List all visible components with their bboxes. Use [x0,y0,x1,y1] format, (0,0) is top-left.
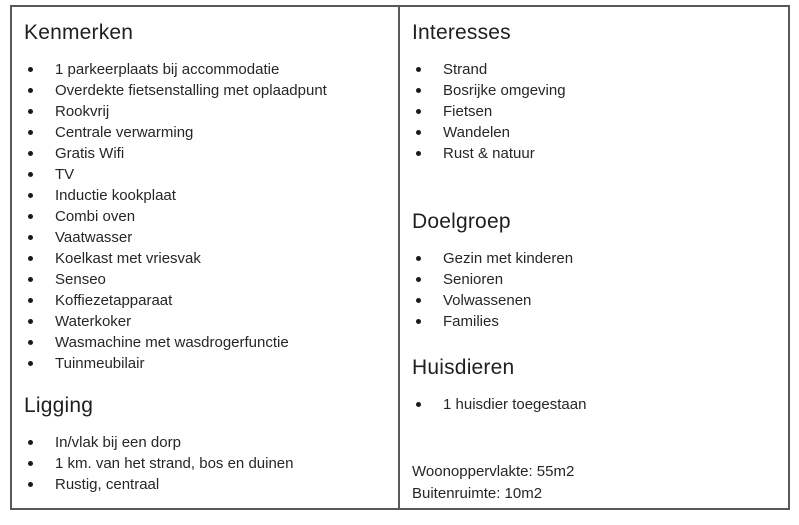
size-info-line: Woonoppervlakte: 55m2 [412,463,575,480]
list-item: Overdekte fietsenstalling met oplaadpunt [24,80,386,101]
size-info-line: Buitenruimte: 10m2 [412,485,543,502]
list-item: Koffiezetapparaat [24,290,386,311]
list-item: Volwassenen [412,290,776,311]
section-list [24,59,386,374]
list-item: Inductie kookplaat [24,185,386,206]
list-item: Strand [412,59,776,80]
section-title: Kenmerken [24,21,134,44]
section-title: Doelgroep [412,210,511,233]
section-list [24,432,386,495]
list-item: 1 huisdier toegestaan [412,394,776,415]
list-item: 1 km. van het strand, bos en duinen [24,453,386,474]
list-item: Rustig, centraal [24,474,386,495]
right-column [400,7,788,508]
list-item: Fietsen [412,101,776,122]
section-list [412,248,776,332]
list-item: Senioren [412,269,776,290]
section [412,354,776,415]
list-item: Gratis Wifi [24,143,386,164]
list-item: 1 parkeerplaats bij accommodatie [24,59,386,80]
list-item: Combi oven [24,206,386,227]
list-item: Families [412,311,776,332]
list-item: Koelkast met vriesvak [24,248,386,269]
section-title: Huisdieren [412,356,515,379]
list-item: Gezin met kinderen [412,248,776,269]
list-item: Bosrijke omgeving [412,80,776,101]
section-list [412,59,776,164]
list-item: Vaatwasser [24,227,386,248]
list-item: In/vlak bij een dorp [24,432,386,453]
property-details-panel [10,5,790,510]
section [412,19,776,164]
list-item: Rust & natuur [412,143,776,164]
left-column [12,7,400,508]
list-item: Senseo [24,269,386,290]
list-item: Waterkoker [24,311,386,332]
list-item: Tuinmeubilair [24,353,386,374]
list-item: Wasmachine met wasdrogerfunctie [24,332,386,353]
list-item: Wandelen [412,122,776,143]
section [412,208,776,332]
list-item: Rookvrij [24,101,386,122]
section-title: Ligging [24,394,94,417]
section-title: Interesses [412,21,511,44]
section [24,19,386,374]
list-item: TV [24,164,386,185]
list-item: Centrale verwarming [24,122,386,143]
section-list [412,394,776,415]
section [24,392,386,495]
